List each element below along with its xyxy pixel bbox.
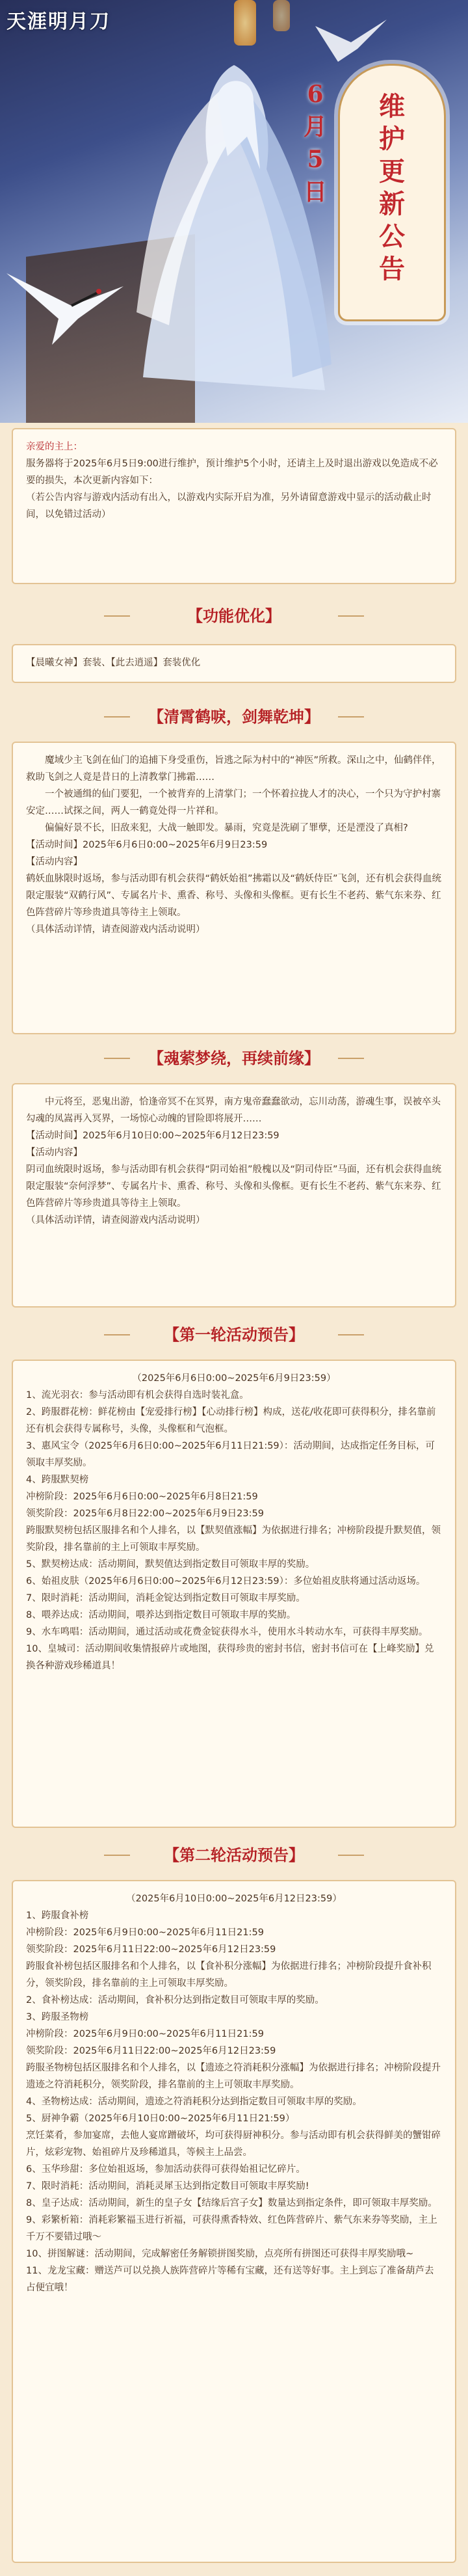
list-item: 跨服默契榜包括区服排名和个人排名，以【默契值涨幅】为依据进行排名；冲榜阶段提升默契值，领奖阶段，排名靠前的主上可领取丰厚奖励。 [26, 1525, 441, 1553]
list-item: 冲榜阶段：2025年6月9日0:00~2025年6月11日21:59 [26, 1927, 264, 1938]
game-logo-text: 天涯明月刀 [6, 10, 110, 33]
list-item: 冲榜阶段：2025年6月6日0:00~2025年6月8日21:59 [26, 1492, 258, 1502]
list-item: 领奖阶段：2025年6月8日22:00~2025年6月9日23:59 [26, 1509, 264, 1519]
list-item: 8、喂养达成：活动期间，喂养达到指定数目可领取丰厚的奖励。 [26, 1610, 296, 1620]
section-title: 【魂萦梦绕，再续前缘】 [104, 1044, 364, 1073]
section-title: 【清霄鹤唳，剑舞乾坤】 [104, 703, 364, 731]
section-text: 鹤妖血脉限时返场，参与活动即有机会获得“鹤妖始祖”拂霜以及“鹤妖侍臣”飞剑，还有机会获得血统限定服装“双鹤行风”、专属名片卡、熏香、称号、头像和头像框。更有长生不老药、紫气东来券、红色阵营碎片等珍贵道具等待主上领取。 [26, 874, 442, 918]
list-item: 跨服食补榜包括区服排名和个人排名，以【食补积分涨幅】为依据进行排名；冲榜阶段提升食补积分，领奖阶段，排名靠前的主上可领取丰厚奖励。 [26, 1961, 432, 1989]
hero-banner [0, 0, 468, 423]
activity-time: 【活动时间】2025年6月10日0:00~2025年6月12日23:59 [26, 1131, 280, 1141]
list-item: 烹饪菜肴，参加宴席，去他人宴席蹭破坏，均可获得厨神积分。参与活动即有机会获得鲜美的蟹钳碎片，炫彩宠物、始祖碎片及珍稀道具，等候主上品尝。 [26, 2130, 441, 2158]
section-card [12, 742, 456, 1034]
section-text: 一个被通缉的仙门要犯，一个被背弃的上清掌门；一个怀着拉拢人才的决心，一个只为守护村寨安定……试探之间，两人一鹤竟处得一片祥和。 [26, 789, 441, 816]
title-text: 维 护 更 新 公 告 [379, 91, 405, 284]
list-item: 跨服圣物榜包括区服排名和个人排名，以【遗迹之符消耗积分涨幅】为依据进行排名；冲榜阶段提升遗迹之符消耗积分，领奖阶段，排名靠前的主上可领取丰厚奖励。 [26, 2063, 441, 2090]
list-item: 领奖阶段：2025年6月11日22:00~2025年6月12日23:59 [26, 2046, 276, 2056]
date-text: 6 月 5 日 [303, 81, 327, 206]
announcement-content [0, 390, 468, 2576]
section-note: （具体活动详情，请查阅游戏内活动说明） [26, 924, 205, 935]
list-item: 4、跨服默契榜 [26, 1475, 89, 1485]
activity-time: 【活动时间】2025年6月6日0:00~2025年6月9日23:59 [26, 840, 268, 850]
round-period: （2025年6月10日0:00~2025年6月12日23:59） [126, 1894, 342, 1904]
list-item: 10、皇城司：活动期间收集情报碎片或地图，获得珍贵的密封书信，密封书信可在【上峰奖励】兑换各种游戏珍稀道具！ [26, 1644, 434, 1671]
round-period: （2025年6月6日0:00~2025年6月9日23:59） [132, 1373, 336, 1384]
list-item: 领奖阶段：2025年6月11日22:00~2025年6月12日23:59 [26, 1944, 276, 1955]
list-item: 4、圣物榜达成：活动期间，遗迹之符消耗积分达到指定数目可领取丰厚的奖励。 [26, 2097, 362, 2107]
section-text: 魔域少主飞剑在仙门的追捕下身受重伤，旨逃之际为村中的“神医”所救。深山之中，仙鹤伴伴，救助飞剑之人竟是昔日的上清教掌门拂霜…… [26, 755, 441, 783]
section-card [12, 1880, 456, 2563]
list-item: 6、玉华珍甜：多位始祖返场，参加活动获得可获得始祖记忆碎片。 [26, 2164, 306, 2175]
greeting: 亲爱的主上： [26, 442, 83, 452]
section-note: （具体活动详情，请查阅游戏内活动说明） [26, 1215, 205, 1226]
section-title: 【第二轮活动预告】 [104, 1841, 364, 1870]
list-item: 冲榜阶段：2025年6月9日0:00~2025年6月11日21:59 [26, 2029, 264, 2039]
list-item: 3、惠风宝令（2025年6月6日0:00~2025年6月11日21:59）：活动期间，达成指定任务目标，可领取丰厚奖励。 [26, 1441, 435, 1468]
list-item: 9、水车鸣唱：活动期间，通过活动或花费金锭获得水斗，使用水斗转动水车，可获得丰厚奖励。 [26, 1627, 428, 1637]
list-item: 5、厨神争霸（2025年6月10日0:00~2025年6月11日21:59） [26, 2113, 295, 2124]
list-item: 5、默契榜达成：活动期间，默契值达到指定数目可领取丰厚的奖励。 [26, 1559, 315, 1570]
section-text: 阴司血统限时返场，参与活动即有机会获得“阴司始祖”般槐以及“阴司侍臣”马面，还有机会获得血统限定服装“奈何浮梦”、专属名片卡、熏香、称号、头像和头像框。更有长生不老药、紫气东来券、红色阵营碎片等珍贵道具等待主上领取。 [26, 1164, 442, 1209]
intro-note: （若公告内容与游戏内活动有出入，以游戏内实际开启为准，另外请留意游戏中显示的活动截止时间，以免错过活动） [26, 492, 432, 520]
crane-icon [312, 13, 390, 65]
section-title: 【功能优化】 [104, 602, 364, 630]
section-card [12, 1083, 456, 1308]
intro-text: 服务器将于2025年6月5日9:00进行维护，预计维护5个小时，还请主上及时退出游戏以免造成不必要的损失，本次更新内容如下： [26, 459, 438, 486]
section-text: 中元将至，恶鬼出游，恰逢帝冥不在冥界，南方鬼帝蠢蠢欲动，忘川动荡，游魂生事，误被卒头勾魂的凤嵩再入冥界，一场惊心动魄的冒险即将展开…… [26, 1097, 441, 1124]
list-item: 2、跨服群花榜：鲜花榜由【宠爱排行榜】【心动排行榜】构成，送花/收花即可获得积分，排名靠前还有机会获得专属称号，头像，头像框和气泡框。 [26, 1407, 436, 1434]
list-item: 7、限时消耗：活动期间，消耗金锭达到指定数目可领取丰厚奖励。 [26, 1593, 306, 1603]
activity-content-label: 【活动内容】 [26, 1147, 83, 1158]
section-text: 偏偏好景不长，旧敌来犯，大战一触即发。暴雨，究竟是洗刷了罪孽，还是湮没了真相? [45, 823, 408, 833]
list-item: 1、流光羽衣：参与活动即有机会获得自选时装礼盒。 [26, 1390, 249, 1401]
list-item: 3、跨服圣物榜 [26, 2012, 89, 2022]
section-title: 【第一轮活动预告】 [104, 1321, 364, 1349]
title-panel [338, 64, 446, 321]
section-card [12, 1360, 456, 1828]
list-item: 8、皇子达成：活动期间，新生的皇子女【结缘后宫子女】数量达到指定条件，即可领取丰厚奖励。 [26, 2198, 437, 2208]
game-logo [6, 5, 117, 40]
lantern-decoration [273, 0, 290, 31]
section-text: 【晨曦女神】套装、【此去逍遥】套装优化 [26, 658, 201, 668]
list-item: 2、食补榜达成：活动期间，食补积分达到指定数目可领取丰厚的奖励。 [26, 1995, 324, 2006]
crane-icon [0, 247, 130, 351]
intro-card [12, 428, 456, 584]
section-card [12, 644, 456, 683]
list-item: 11、龙龙宝藏：赠送芦可以兑换人族阵营碎片等稀有宝藏，还有送等好事。主上到忘了准备葫芦去占便宜哦！ [26, 2266, 434, 2293]
list-item: 6、始祖皮肤（2025年6月6日0:00~2025年6月12日23:59）：多位始祖皮肤将通过活动返场。 [26, 1576, 426, 1587]
list-item: 7、限时消耗：活动期间，消耗灵犀玉达到指定数目可领取丰厚奖励! [26, 2181, 309, 2192]
list-item: 9、彩繁析箱：消耗彩繁福玉进行祈福，可获得熏香特效、红色阵营碎片、紫气东来券等奖励，主上千万不要错过哦～ [26, 2215, 437, 2242]
list-item: 10、拼图解谜：活动期间，完成解密任务解锁拼图奖励，点亮所有拼图还可获得丰厚奖励哦~ [26, 2249, 414, 2259]
list-item: 1、跨服食补榜 [26, 1911, 89, 1921]
activity-content-label: 【活动内容】 [26, 857, 83, 867]
